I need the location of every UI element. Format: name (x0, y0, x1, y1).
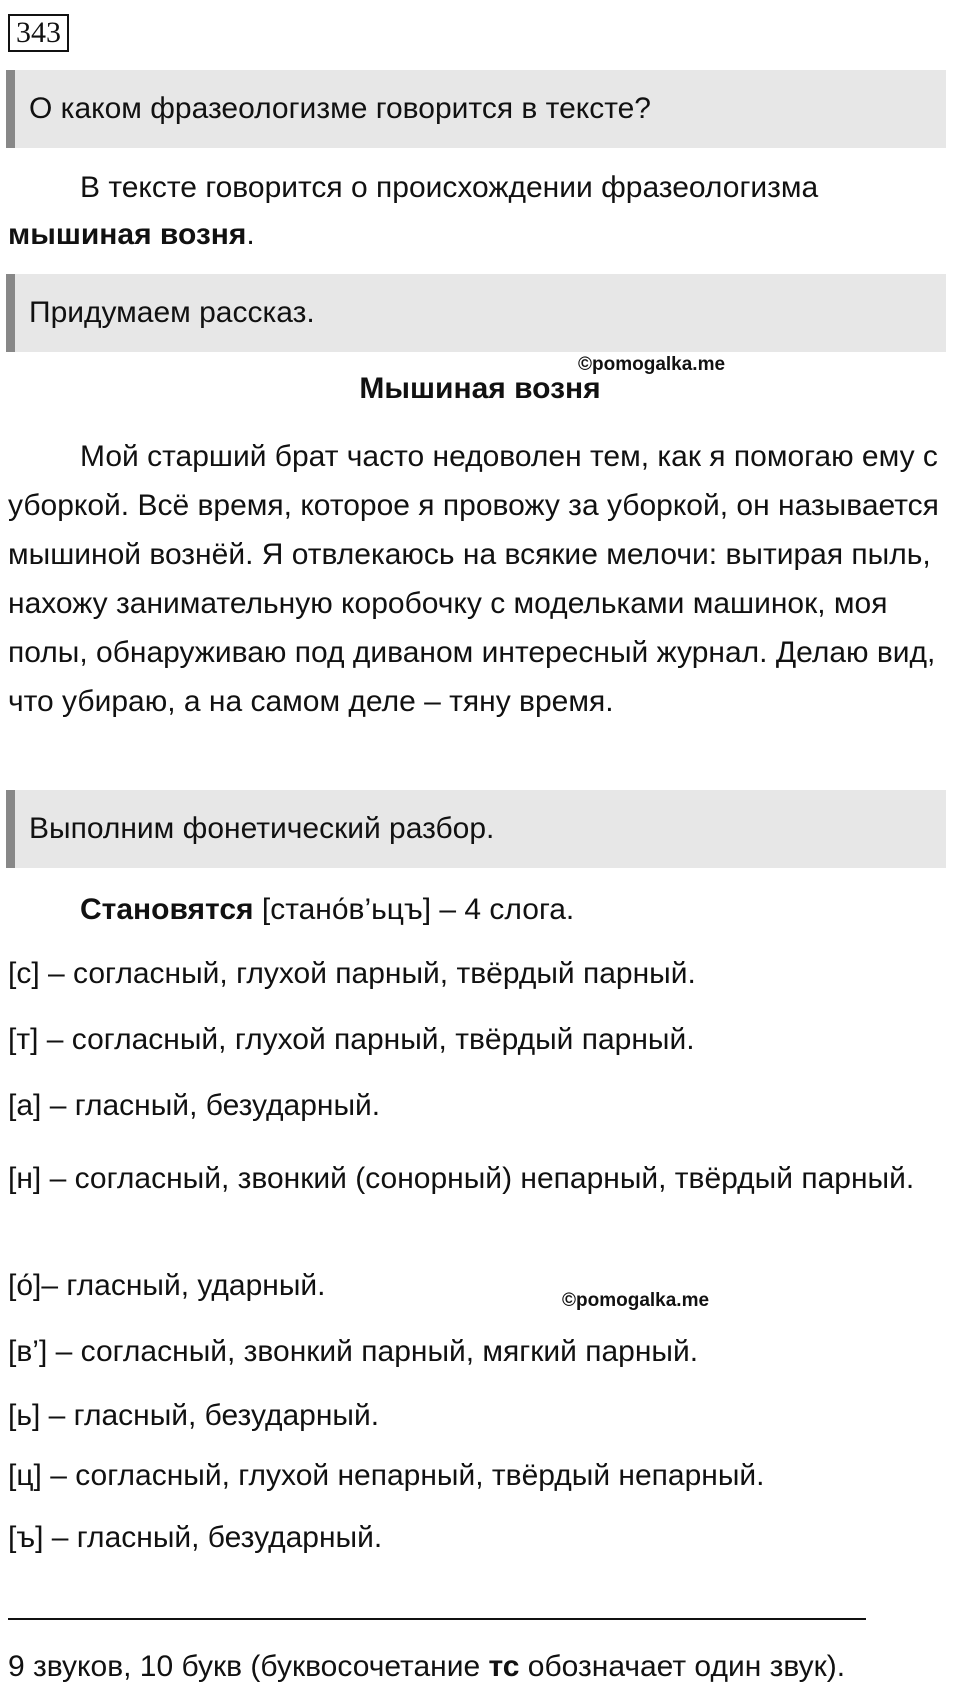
story-text: Мой старший брат часто недоволен тем, как я помогаю ему с уборкой. Всё время, которое я провожу за уборкой, он называется мышиной вознёй. Я отвлекаюсь на всякие мелочи: вытирая пыль, нахожу занимательную коробочку с модельками машинок, моя полы, обнаруживаю под диваном интересный журнал. Делаю вид, что убираю, а на самом деле – тяну время. (8, 440, 939, 718)
sound-line: [н] – согласный, звонкий (сонорный) непарный, твёрдый парный. (8, 1162, 915, 1195)
sound-line: [в’] – согласный, звонкий парный, мягкий парный. (8, 1335, 699, 1368)
sound-line: [о́]– гласный, ударный. (8, 1269, 326, 1302)
summary-start: 9 звуков, 10 букв (буквосочетание (8, 1650, 489, 1683)
watermark-1: ©pomogalka.me (578, 354, 726, 375)
question-3-text: Выполним фонетический разбор. (29, 812, 495, 845)
sound-line: [ь] – гласный, безударный. (8, 1399, 380, 1432)
phonetic-header (8, 893, 948, 927)
question-1-text: О каком фразеологизме говорится в тексте? (29, 92, 651, 125)
divider-line (8, 1618, 866, 1620)
summary-letters: тс (488, 1650, 520, 1683)
phonetic-summary (8, 1650, 948, 1684)
exercise-number: 343 (8, 14, 69, 52)
sound-line: [ъ] – гласный, безударный. (8, 1521, 383, 1554)
sound-line: [ц] – согласный, глухой непарный, твёрдый непарный. (8, 1459, 765, 1492)
answer-1-end: . (246, 218, 255, 251)
watermark-2: ©pomogalka.me (562, 1290, 710, 1311)
sound-line: [а] – гласный, безударный. (8, 1089, 381, 1122)
answer-1-text: В тексте говорится о происхождении фразеологизма (80, 171, 819, 204)
question-2-text: Придумаем рассказ. (29, 296, 315, 329)
sound-line: [с] – согласный, глухой парный, твёрдый парный. (8, 957, 696, 990)
summary-end: обозначает один звук). (519, 1650, 846, 1683)
question-bar-1 (6, 70, 946, 148)
phonetic-transcription: [стано́в’ьцъ] – 4 слога. (253, 893, 575, 926)
answer-1-phrase: мышиная возня (8, 218, 247, 251)
question-bar-3 (6, 790, 946, 868)
sound-line: [т] – согласный, глухой парный, твёрдый парный. (8, 1023, 695, 1056)
story-title: Мышиная возня (359, 372, 601, 405)
answer-1 (8, 164, 948, 258)
question-bar-2 (6, 274, 946, 352)
phonetic-word: Становятся (80, 893, 254, 926)
